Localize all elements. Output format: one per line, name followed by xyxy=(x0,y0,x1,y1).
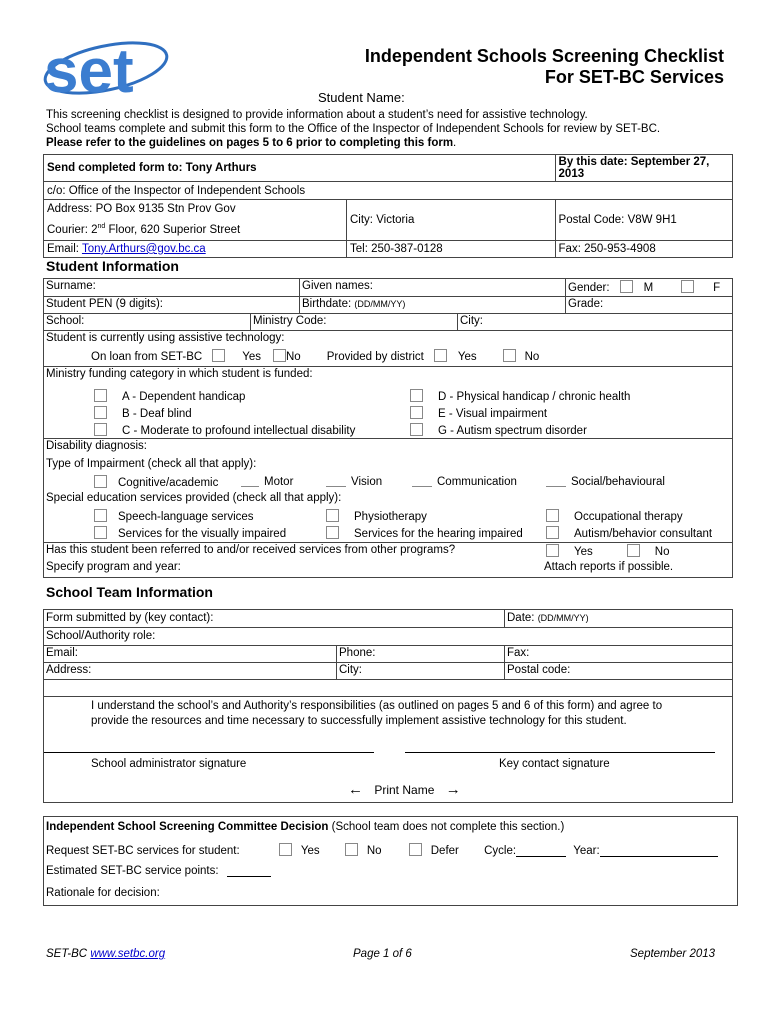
category-e: E - Visual impairment xyxy=(406,406,547,420)
request-no-checkbox[interactable] xyxy=(345,843,358,856)
setbc-link[interactable]: www.setbc.org xyxy=(90,948,166,960)
service-hearing: Services for the hearing impaired xyxy=(322,526,523,540)
referred-yes-checkbox[interactable] xyxy=(546,544,559,557)
intro-text: This screening checklist is designed to provide information about a student’s need for assistive technology. School teams complete and submit this form to the Office of the Inspector of Independent Schools for review by SET-BC. Please refer to the guidelines on pages 5 to 6 prior to completing this form. xyxy=(46,109,661,149)
ot-checkbox[interactable] xyxy=(546,509,559,522)
social-checkbox[interactable] xyxy=(546,475,566,487)
postal-code: Postal Code: V8W 9H1 xyxy=(555,200,732,241)
address: Address: PO Box 9135 Stn Prov Gov Courier: 2nd Floor, 620 Superior Street xyxy=(44,200,347,241)
given-names-label: Given names: xyxy=(302,280,373,292)
agreement-text: I understand the school’s and Authority’s responsibilities (as outlined on pages 5 and 6 of this form) and agree to provide the resources and time necessary to successfully implement assistive technology for this student. xyxy=(91,700,663,727)
service-visually: Services for the visually impaired xyxy=(90,526,286,540)
impairment-motor: Motor xyxy=(237,475,293,488)
attach-note: Attach reports if possible. xyxy=(544,561,674,573)
pen-label: Student PEN (9 digits): xyxy=(46,298,163,310)
referred-options: Yes No xyxy=(542,544,669,558)
form-submitted-label: Form submitted by (key contact): xyxy=(46,612,214,624)
team-fax-label: Fax: xyxy=(507,647,530,659)
send-to-table xyxy=(43,154,733,258)
special-ed-label: Special education services provided (check all that apply): xyxy=(46,492,342,504)
category-a-checkbox[interactable] xyxy=(94,389,107,402)
school-team-heading: School Team Information xyxy=(46,584,213,600)
category-g: G - Autism spectrum disorder xyxy=(406,423,587,437)
email-cell: Email: Tony.Arthurs@gov.bc.ca xyxy=(44,240,347,257)
physio-checkbox[interactable] xyxy=(326,509,339,522)
referred-no-checkbox[interactable] xyxy=(627,544,640,557)
telephone: Tel: 250-387-0128 xyxy=(347,240,556,257)
category-b-checkbox[interactable] xyxy=(94,406,107,419)
visually-checkbox[interactable] xyxy=(94,526,107,539)
category-g-checkbox[interactable] xyxy=(410,423,423,436)
admin-signature-label: School administrator signature xyxy=(91,758,247,770)
by-date: By this date: September 27, 2013 xyxy=(555,155,732,182)
category-b: B - Deaf blind xyxy=(90,406,192,420)
category-d-checkbox[interactable] xyxy=(410,389,423,402)
impairment-vision: Vision xyxy=(322,475,382,488)
page-number: Page 1 of 6 xyxy=(353,948,412,960)
cognitive-checkbox[interactable] xyxy=(94,475,107,488)
motor-checkbox[interactable] xyxy=(241,475,259,487)
funding-label: Ministry funding category in which student is funded: xyxy=(46,368,313,380)
on-loan-no-checkbox[interactable] xyxy=(273,349,286,362)
team-city-label: City: xyxy=(339,664,362,676)
category-c: C - Moderate to profound intellectual disability xyxy=(90,423,355,437)
impairment-communication: Communication xyxy=(408,475,517,488)
footer-left: SET-BC www.setbc.org xyxy=(46,948,166,960)
district-no-checkbox[interactable] xyxy=(503,349,516,362)
city-label: City: xyxy=(460,315,483,327)
gender-m-checkbox[interactable] xyxy=(620,280,633,293)
team-postal-label: Postal code: xyxy=(507,664,571,676)
team-date-label: Date: (DD/MM/YY) xyxy=(507,612,589,624)
category-a: A - Dependent handicap xyxy=(90,389,245,403)
arrow-right-icon: → xyxy=(445,781,461,798)
at-using-label: Student is currently using assistive technology: xyxy=(46,332,285,344)
cycle-field[interactable] xyxy=(516,846,566,857)
team-address-label: Address: xyxy=(46,664,92,676)
grade-label: Grade: xyxy=(568,298,604,310)
arrow-left-icon: ← xyxy=(348,781,363,798)
year-field[interactable] xyxy=(600,846,718,857)
at-options: On loan from SET-BC Yes No Provided by district Yes No xyxy=(91,351,540,363)
specify-label: Specify program and year: xyxy=(46,561,181,573)
impairment-cognitive: Cognitive/academic xyxy=(90,475,218,489)
service-autism: Autism/behavior consultant xyxy=(542,526,712,540)
communication-checkbox[interactable] xyxy=(412,475,432,487)
surname-label: Surname: xyxy=(46,280,96,292)
service-physio: Physiotherapy xyxy=(322,509,427,523)
ministry-code-label: Ministry Code: xyxy=(253,315,327,327)
team-phone-label: Phone: xyxy=(339,647,376,659)
rationale-label: Rationale for decision: xyxy=(46,887,160,899)
committee-heading: Independent School Screening Committee Decision (School team does not complete this section.) xyxy=(46,821,565,833)
service-points: Estimated SET-BC service points: xyxy=(46,865,271,877)
gender-f-checkbox[interactable] xyxy=(681,280,694,293)
request-defer-checkbox[interactable] xyxy=(409,843,422,856)
role-label: School/Authority role: xyxy=(46,630,156,642)
page-title: Independent Schools Screening Checklist For SET-BC Services xyxy=(364,46,724,87)
send-to: Send completed form to: Tony Arthurs xyxy=(44,155,556,182)
on-loan-yes-checkbox[interactable] xyxy=(212,349,225,362)
key-contact-signature-label: Key contact signature xyxy=(499,758,610,770)
print-name: ← Print Name → xyxy=(348,781,461,798)
hearing-checkbox[interactable] xyxy=(326,526,339,539)
diagnosis-label: Disability diagnosis: xyxy=(46,440,147,452)
footer-date: September 2013 xyxy=(630,948,716,960)
logo-text: set xyxy=(44,37,134,100)
service-speech: Speech-language services xyxy=(90,509,254,523)
team-email-label: Email: xyxy=(46,647,78,659)
fax: Fax: 250-953-4908 xyxy=(555,240,732,257)
category-d: D - Physical handicap / chronic health xyxy=(406,389,630,403)
committee-request: Request SET-BC services for student: Yes No Defer Cycle: Year: xyxy=(46,843,718,857)
request-yes-checkbox[interactable] xyxy=(279,843,292,856)
gender-field: Gender: M F xyxy=(568,282,721,294)
set-bc-logo xyxy=(38,32,178,100)
email-link[interactable]: Tony.Arthurs@gov.bc.ca xyxy=(81,242,206,255)
speech-checkbox[interactable] xyxy=(94,509,107,522)
impairment-label: Type of Impairment (check all that apply): xyxy=(46,458,257,470)
category-e-checkbox[interactable] xyxy=(410,406,423,419)
admin-signature-line[interactable] xyxy=(44,752,374,753)
impairment-social: Social/behavioural xyxy=(542,475,665,488)
student-name-label: Student Name: xyxy=(318,90,405,105)
birthdate-label: Birthdate: (DD/MM/YY) xyxy=(302,298,406,310)
city: City: Victoria xyxy=(347,200,556,241)
care-of: c/o: Office of the Inspector of Independent Schools xyxy=(44,182,733,200)
district-yes-checkbox[interactable] xyxy=(434,349,447,362)
autism-checkbox[interactable] xyxy=(546,526,559,539)
vision-checkbox[interactable] xyxy=(326,475,346,487)
school-label: School: xyxy=(46,315,85,327)
service-points-field[interactable] xyxy=(227,866,271,877)
category-c-checkbox[interactable] xyxy=(94,423,107,436)
key-contact-signature-line[interactable] xyxy=(405,752,715,753)
service-ot: Occupational therapy xyxy=(542,509,683,523)
referred-label: Has this student been referred to and/or received services from other programs? xyxy=(46,544,456,556)
student-info-heading: Student Information xyxy=(46,258,179,274)
